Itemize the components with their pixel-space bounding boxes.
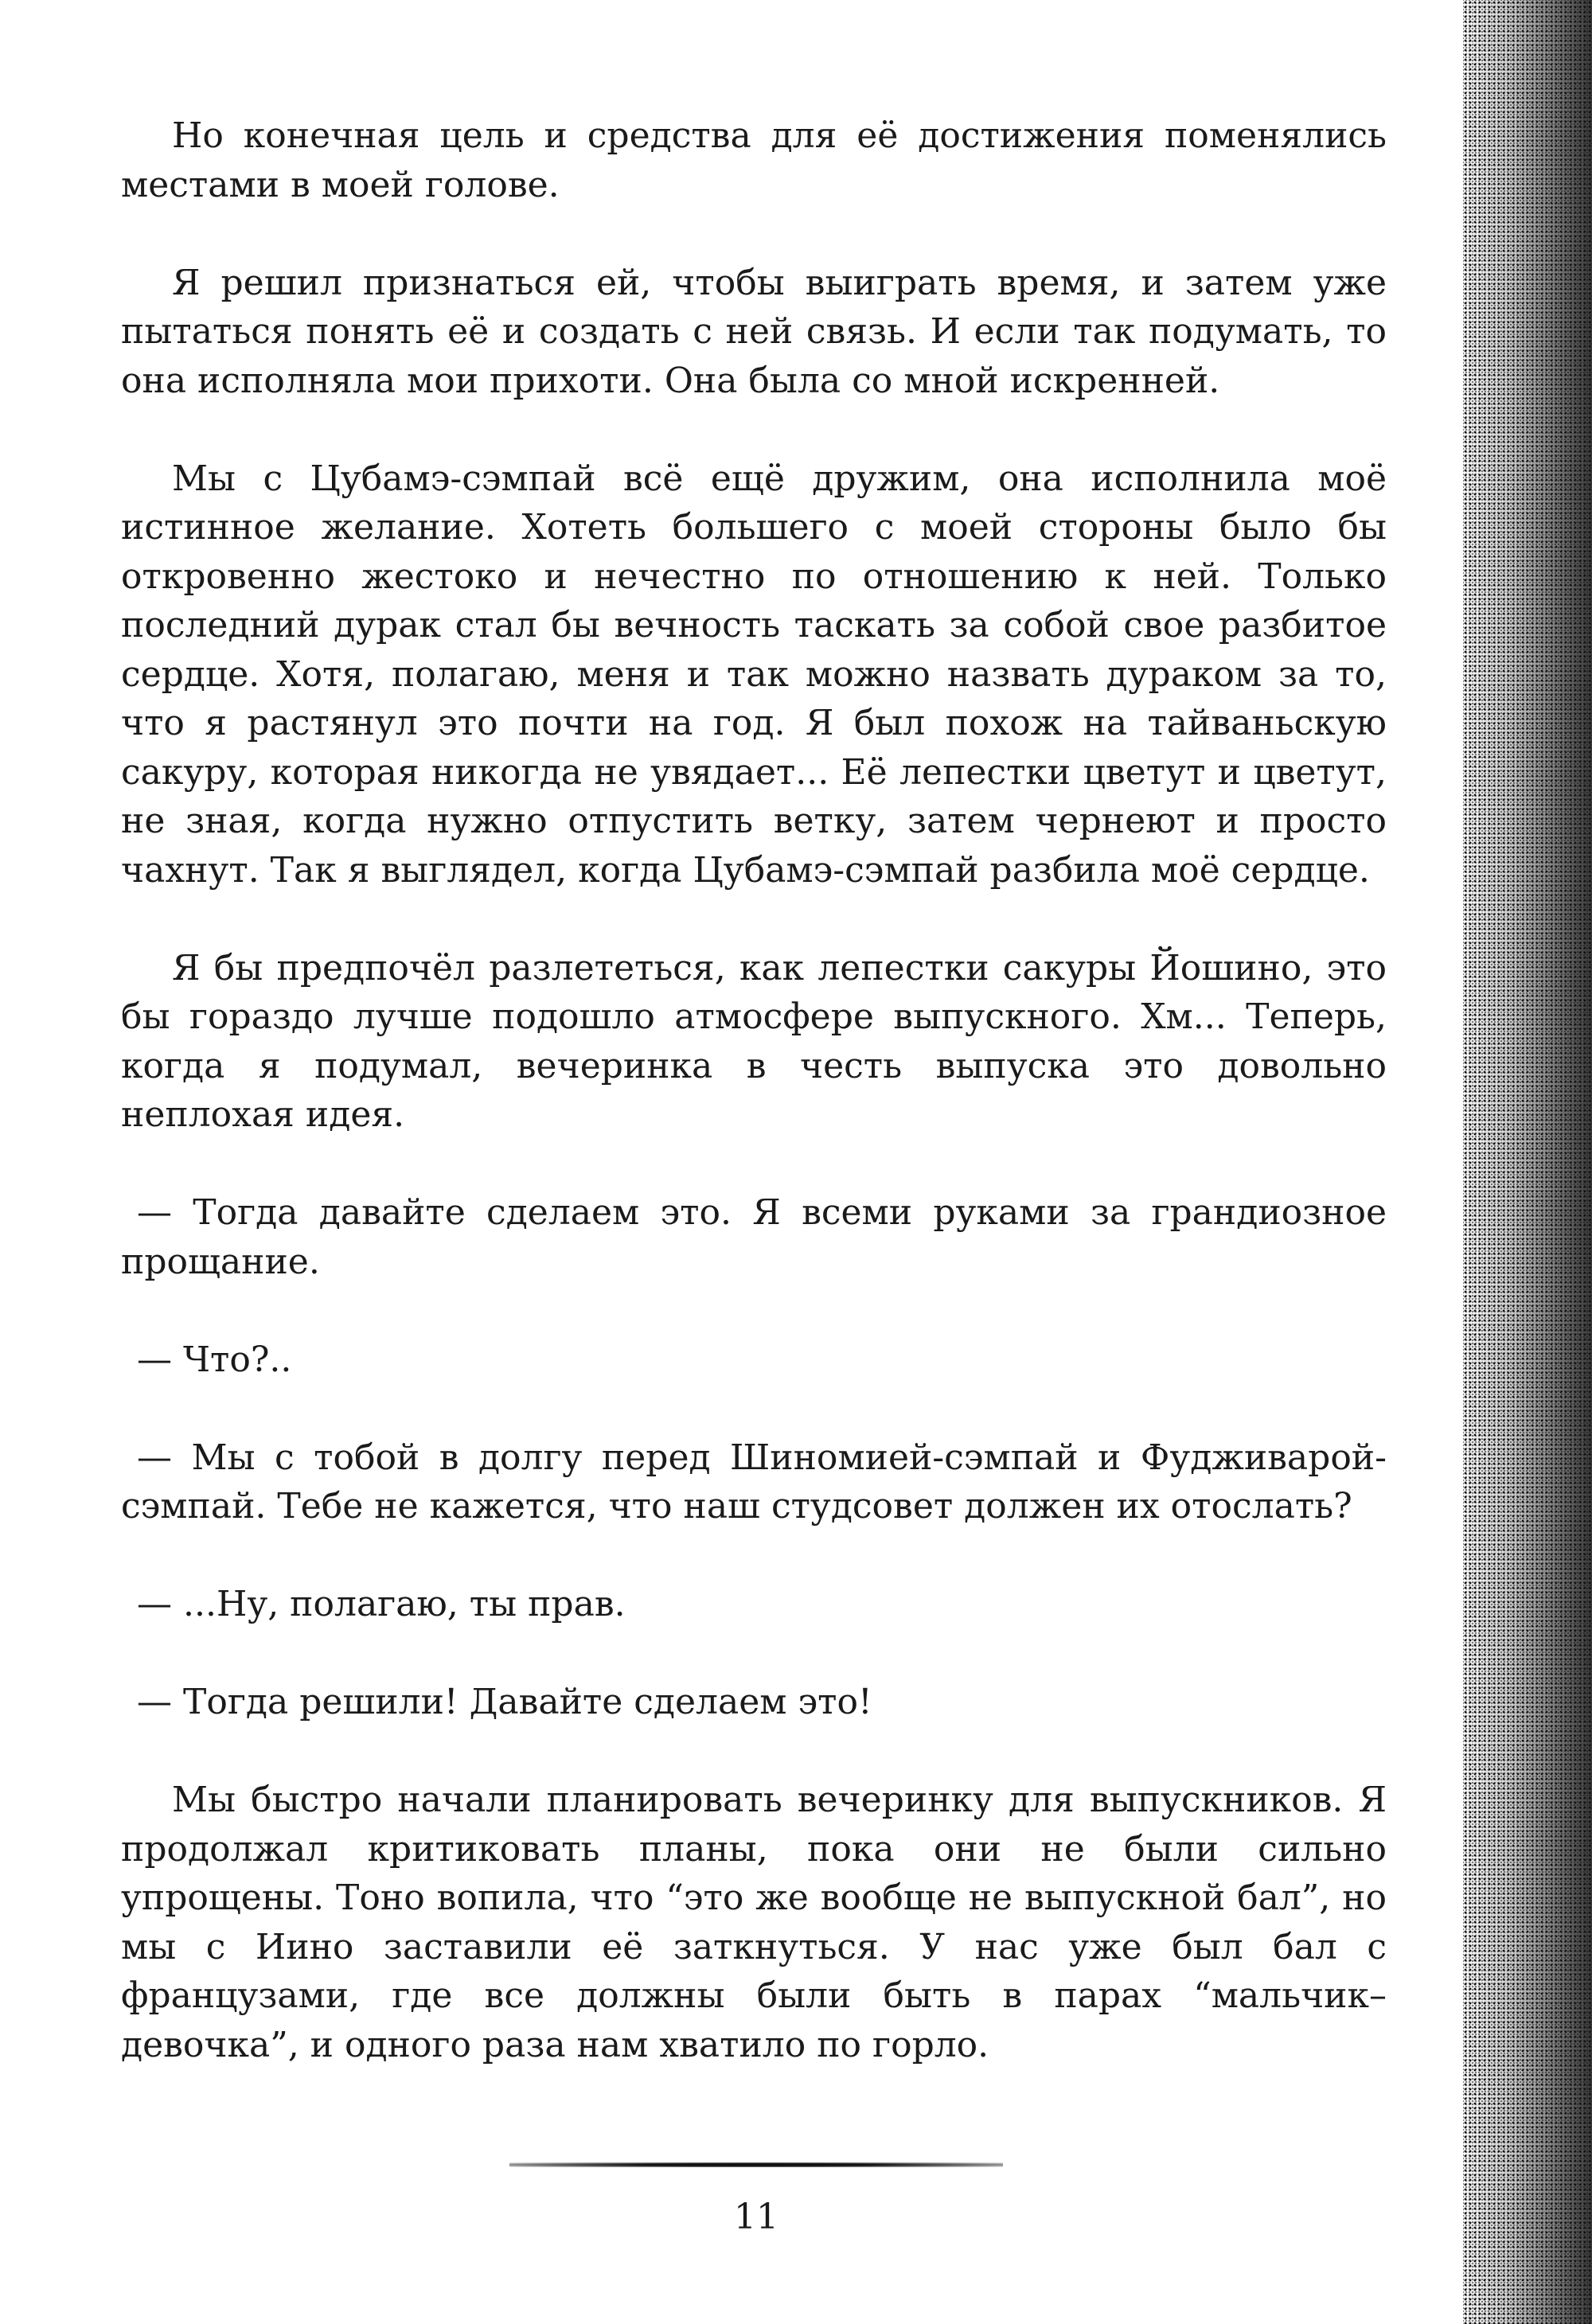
paragraph: Я бы предпочёл разлететься, как лепестки сакуры Йошино, это бы гораздо лучше подошло атмосфере выпускного. Хм... Теперь, когда я подумал, вечеринка в честь выпуска это довольно неплохая идея. — [121, 947, 1387, 1135]
dialog-line: — ...Ну, полагаю, ты прав. — [137, 1584, 626, 1624]
dialog-line: — Что?.. — [137, 1339, 292, 1380]
footer-divider — [509, 2162, 1003, 2167]
dialog-line: — Тогда давайте сделаем это. Я всеми руками за грандиозное прощание. — [121, 1192, 1387, 1282]
halftone-edge-strip — [1463, 0, 1592, 2324]
paragraph: Мы быстро начали планировать вечеринку для выпускников. Я продолжал критиковать планы, пока они не были сильно упрощены. Тоно вопила, что “это же вообще не выпускной бал”, но мы с Иино заставили её заткнуться. У нас уже был бал с французами, где все должны были быть в парах “мальчик–девочка”, и одного раза нам хватило по горло. — [121, 1780, 1387, 2065]
paragraph: Но конечная цель и средства для её достижения поменялись местами в моей голове. — [121, 115, 1387, 205]
dialog-line: — Мы с тобой в долгу перед Шиномией-сэмпай и Фудживарой-сэмпай. Тебе не кажется, что наш студсовет должен их отослать? — [121, 1437, 1387, 1527]
page-text — [121, 111, 1387, 2069]
paragraph: Я решил признаться ей, чтобы выиграть время, и затем уже пытаться понять её и создать с ней связь. И если так подумать, то она исполняла мои прихоти. Она была со мной искренней. — [121, 262, 1387, 401]
dialog-line: — Тогда решили! Давайте сделаем это! — [137, 1682, 872, 1722]
paragraph: Мы с Цубамэ-сэмпай всё ещё дружим, она исполнила моё истинное желание. Хотеть большего с моей стороны было бы откровенно жестоко и нечестно по отношению к ней. Только последний дурак стал бы вечность таскать за собой свое разбитое сердце. Хотя, полагаю, меня и так можно назвать дураком за то, что я растянул это почти на год. Я был похож на тайваньскую сакуру, которая никогда не увядает... Её лепестки цветут и цветут, не зная, когда нужно отпустить ветку, затем чернеют и просто чахнут. Так я выглядел, когда Цубамэ-сэмпай разбила моё сердце. — [121, 458, 1387, 891]
page-number: 11 — [734, 2197, 778, 2237]
